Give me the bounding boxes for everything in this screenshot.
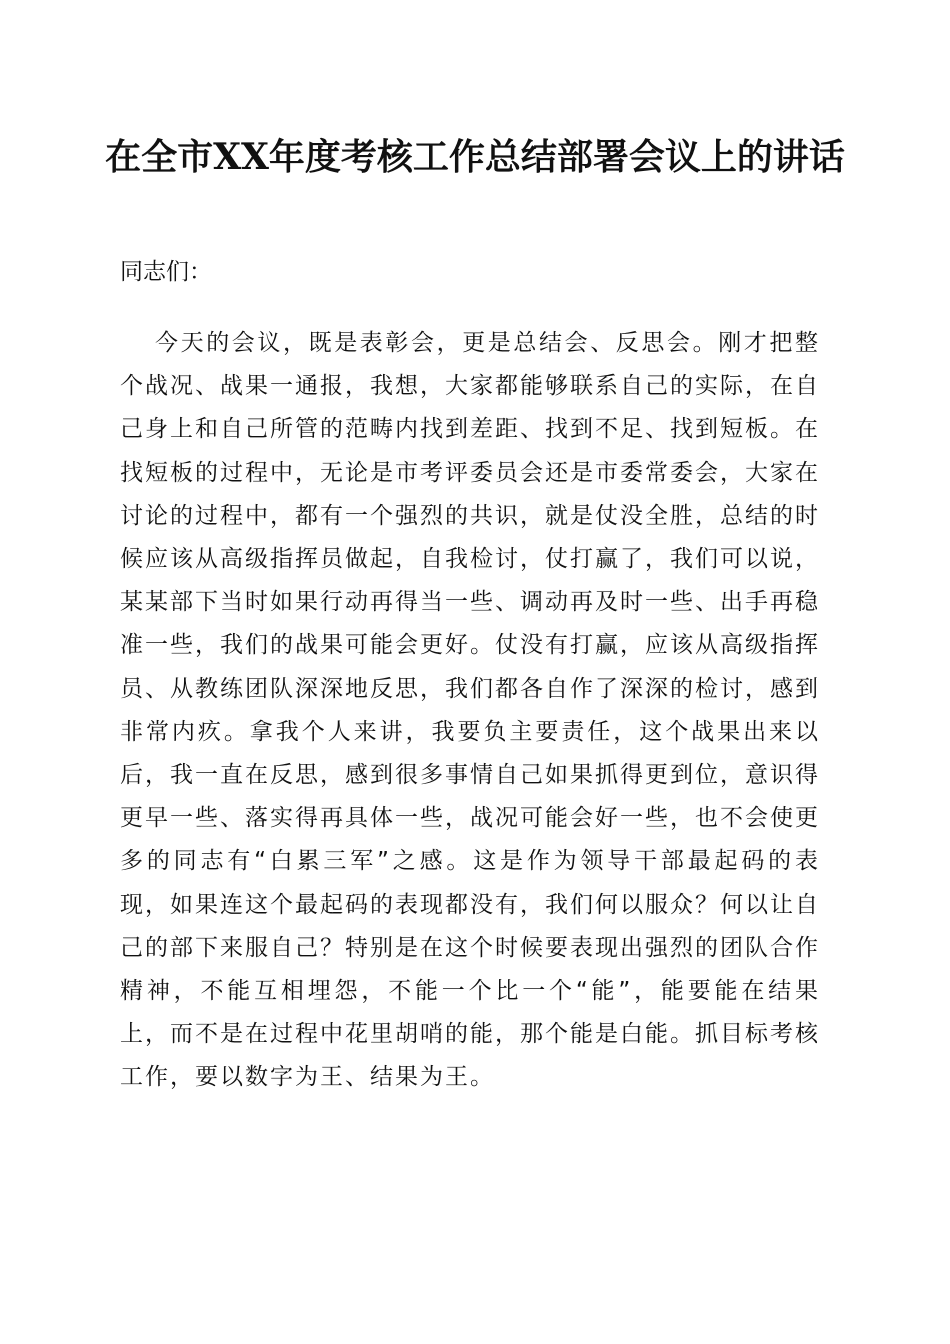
document-title: 在全市XX年度考核工作总结部署会议上的讲话 [105, 136, 845, 178]
salutation: 同志们： [120, 259, 212, 285]
body-paragraph: 今天的会议，既是表彰会，更是总结会、反思会。刚才把整个战况、战果一通报，我想，大家都能够联系自己的实际，在自己身上和自己所管的范畴内找到差距、找到不足、找到短板。在找短板的过程中，无论是市考评委员会还是市委常委会，大家在讨论的过程中，都有一个强烈的共识，就是仗没全胜，总结的时候应该从高级指挥员做起，自我检讨，仗打赢了，我们可以说，某某部下当时如果行动再得当一些、调动再及时一些、出手再稳准一些，我们的战果可能会更好。仗没有打赢，应该从高级指挥员、从教练团队深深地反思，我们都各自作了深深的检讨，感到非常内疚。拿我个人来讲，我要负主要责任，这个战果出来以后，我一直在反思，感到很多事情自己如果抓得更到位，意识得更早一些、落实得再具体一些，战况可能会好一些，也不会使更多的同志有“白累三军”之感。这是作为领导干部最起码的表现，如果连这个最起码的表现都没有，我们何以服众？何以让自己的部下来服自己？特别是在这个时候要表现出强烈的团队合作精神，不能互相埋怨，不能一个比一个“能”，能要能在结果上，而不是在过程中花里胡哨的能，那个能是白能。抓目标考核工作，要以数字为王、结果为王。 [120, 330, 820, 1091]
